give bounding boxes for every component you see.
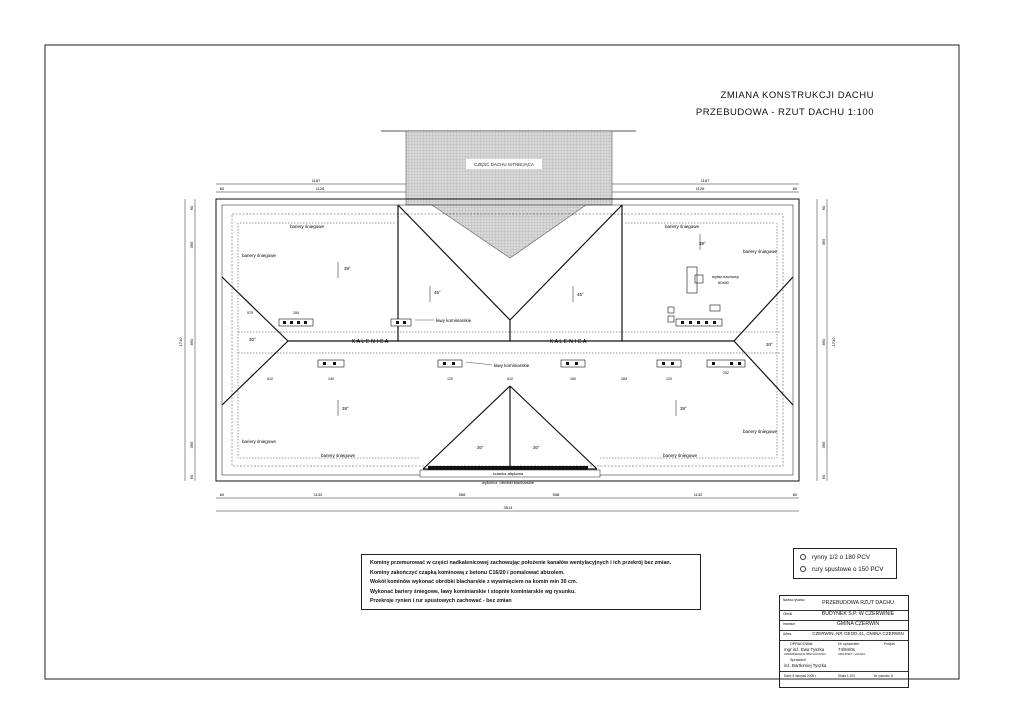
legend-label: rury spustowe o 150 PCV [812, 566, 884, 573]
slope-label: 39° [342, 406, 349, 411]
notes-box [361, 554, 701, 610]
gutter-wall [420, 466, 600, 485]
slope-label: 45° [434, 290, 441, 295]
dim-bottom: 558 [552, 492, 560, 497]
slope-label: 30° [533, 445, 540, 450]
tb-date: Data: 8 listopad 2005 r. [784, 674, 817, 678]
dim-right: 860 [821, 338, 826, 346]
dim-right: 60 [821, 474, 826, 480]
snow-barrier-label: bariery śniegowe [663, 453, 698, 458]
gutter-wall-label: ścianka attykowa [492, 471, 524, 476]
dim-inner: 610 [507, 377, 513, 381]
dim-top: 1126 [315, 186, 325, 191]
dim-inner: 140 [328, 377, 334, 381]
bench-label-2: ławy kominiarskie [494, 363, 530, 368]
title-block [779, 595, 909, 688]
slope-label: 39° [344, 266, 351, 271]
tb-scale: Skala 1:100 [838, 674, 855, 678]
dim-bottom: 1132 [693, 492, 703, 497]
sheet-flashing-label: wykończ. obróbki blacharskie [481, 480, 535, 485]
dim-right: 60 [821, 205, 826, 211]
sheet-title-line1: ZMIANA KONSTRUKCJI DACHU [720, 90, 874, 101]
tb-permit-label: Nr uprawnień [838, 642, 860, 646]
legend-label: rynny 1/2 o 180 PCV [812, 554, 871, 561]
dim-left: 365 [189, 441, 194, 449]
ridge-label-right: K A L E N I C A [549, 339, 587, 345]
legend-item [800, 552, 890, 564]
tb-sign-label: Podpis [884, 642, 895, 646]
note-line: Przekroje rynien i rur spustowych zachować - bez zmian [370, 598, 512, 604]
tb-investor-key: Inwestor [783, 622, 796, 626]
dim-inner: 160 [570, 377, 576, 381]
existing-part-label: CZĘŚĆ DACHU ISTNIEJĄCA [474, 162, 534, 167]
dim-top: 1187 [700, 178, 710, 183]
tb-address-key: Adres [783, 632, 792, 636]
dim-top: 1187 [311, 178, 321, 183]
dim-bottom: 1132 [313, 492, 323, 497]
dim-right-total: 1710 [831, 337, 836, 347]
tb-name-key: Nazwa rysunku [783, 598, 805, 602]
note-line: Kominy zakończyć czapką kominową z betonu C16/20 i pomalować abizolem. [370, 569, 565, 576]
slope-label: 30° [249, 337, 256, 342]
dim-inner: 284 [621, 377, 627, 381]
snow-barrier-label: bariery śniegowe [242, 439, 277, 444]
dim-right: 365 [821, 238, 826, 246]
tb-designer: mgr inż. Ewa Tyszka [784, 647, 825, 652]
tb-name-val: PRZEBUDOWA RZUT DACHU [822, 600, 894, 606]
tb-address-val: CZERWIN, NR GEOD.41, GMINA CZERWIN [812, 631, 904, 636]
tb-object-key: Obiekt [783, 612, 793, 616]
circle-icon [800, 554, 806, 560]
dim-top: 60 [792, 186, 798, 191]
slope-label: 39° [699, 241, 706, 246]
dim-inner: 575 [247, 311, 253, 315]
dim-top: 1126 [695, 186, 705, 191]
dim-inner: 120 [447, 377, 453, 381]
dim-left: 365 [189, 241, 194, 249]
note-line: Kominy przemurować w części nadkalenicowej zachowując położenie kanałów wentylacyjnych i ich przekrój bez zmian. [370, 560, 672, 566]
slope-label: 30° [766, 342, 773, 347]
tb-permit-no: 74/94/0s [838, 647, 855, 652]
dim-inner: 120 [666, 377, 672, 381]
dim-bottom: 558 [458, 492, 466, 497]
dim-left: 60 [189, 474, 194, 480]
vent-size-label: 60x80 [718, 280, 729, 285]
slope-label: 45° [577, 292, 584, 297]
dim-left: 860 [189, 338, 194, 346]
snow-barrier-label: bariery śniegowe [242, 253, 277, 258]
dim-inner: 252 [723, 371, 729, 375]
ridge-label-left: K A L E N I C A [351, 339, 389, 345]
vent-label: wyłaz dachowy [712, 274, 739, 279]
dim-inner: 610 [267, 377, 273, 381]
snow-barrier-label: bariery śniegowe [665, 224, 700, 229]
snow-barrier-label: bariery śniegowe [743, 429, 778, 434]
bench-label-1: ławy kominiarskie [436, 318, 472, 323]
dim-inner: 284 [293, 311, 299, 315]
tb-checker: inż. Bartłomiej Tyszka [784, 663, 827, 668]
dim-left: 60 [189, 205, 194, 211]
tb-checker-role: Sprawdził [790, 658, 806, 662]
snow-barrier-label: bariery śniegowe [290, 224, 325, 229]
slope-label: 39° [680, 406, 687, 411]
existing-roof-part [381, 131, 636, 258]
dim-bottom: 60 [219, 492, 225, 497]
dim-top: 60 [219, 186, 225, 191]
note-line: Wokół kominów wykonać obróbki blacharskie z wywinięciem na komin min 30 cm. [370, 579, 578, 585]
sheet-title-line2: PRZEBUDOWA - RZUT DACHU 1:100 [695, 107, 874, 118]
slope-label: 30° [477, 445, 484, 450]
legend-box [793, 548, 897, 579]
chimney-benches [279, 319, 745, 367]
dim-bottom: 60 [792, 492, 798, 497]
tb-object-val: BUDYNEK S.P. W CZERWINIE [821, 611, 895, 617]
tb-role-label: OPRACOWAŁ [790, 642, 814, 646]
snow-barrier-label: bariery śniegowe [743, 249, 778, 254]
tb-specialty: UPRAWNIENIA W SPECJALNOŚCI [784, 653, 826, 656]
tb-investor-val: GMINA CZERWIN [836, 621, 880, 627]
note-line: Wykonać bariery śniegowe, ławy kominiarskie i stopnie kominiarskie wg rysunku. [370, 588, 576, 595]
dim-left-total: 1710 [178, 337, 183, 347]
dim-right: 365 [821, 441, 826, 449]
legend-item [800, 564, 890, 576]
snow-barrier-label: bariery śniegowe [321, 453, 356, 458]
tb-sheet-no: Nr rysunku: 8 [874, 674, 893, 678]
circle-icon [800, 566, 806, 572]
tb-arch: ARCHITEKT / UCHATA [838, 653, 866, 656]
dim-total: 3514 [503, 505, 513, 510]
